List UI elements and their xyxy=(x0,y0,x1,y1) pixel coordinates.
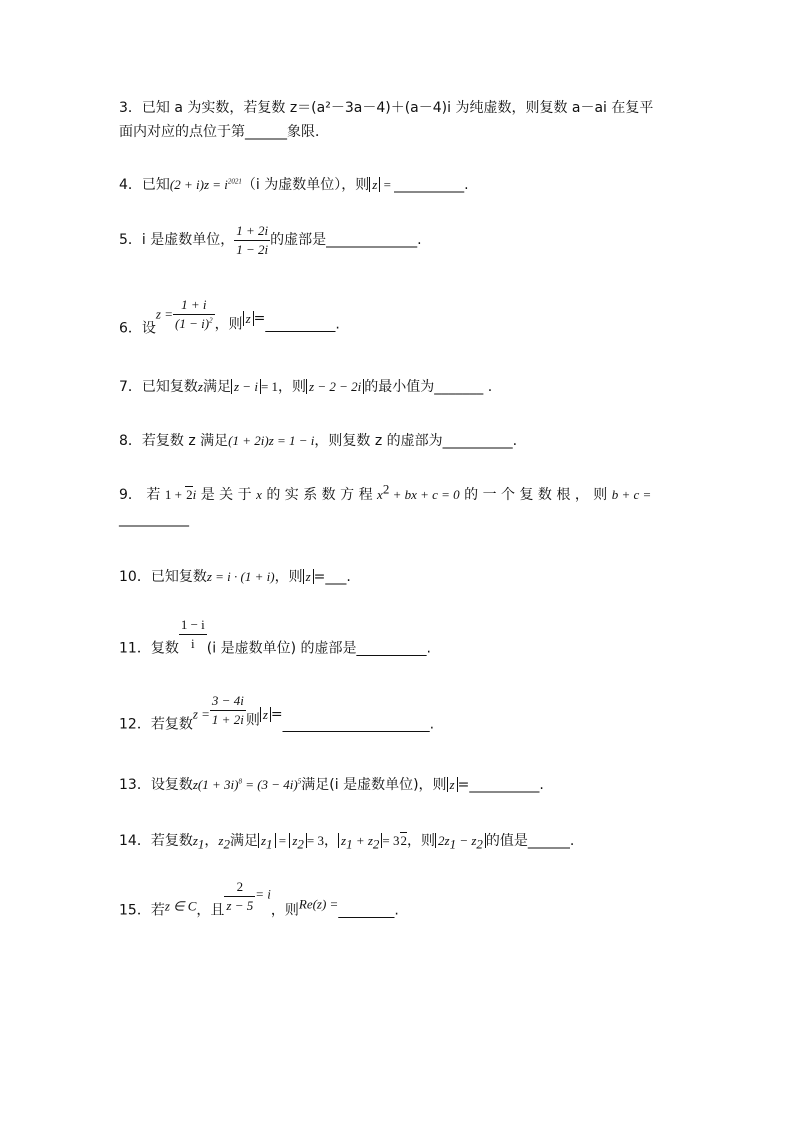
question-9 xyxy=(119,481,679,530)
denominator-base: (1 − i) xyxy=(175,316,210,331)
z: z xyxy=(341,833,347,848)
equals-sign: = xyxy=(253,310,266,327)
math-equation xyxy=(170,177,242,192)
question-text: 满足 xyxy=(229,833,258,849)
condition-value: = 1 xyxy=(260,379,279,394)
variable-z2 xyxy=(218,833,230,852)
question-12 xyxy=(119,692,679,736)
variable-z1 xyxy=(192,833,205,852)
question-text: 则 xyxy=(245,712,260,729)
modulus: z xyxy=(447,777,458,792)
equals-sign: = xyxy=(270,706,283,723)
subscript: 2 xyxy=(372,836,380,852)
fraction-denominator: z − 5 xyxy=(226,898,254,913)
question-15 xyxy=(119,878,679,922)
modulus: z xyxy=(243,311,254,326)
question-13 xyxy=(119,774,679,796)
answer-blank: __________. xyxy=(469,777,544,793)
question-4 xyxy=(119,174,679,196)
question-text: 6．设 xyxy=(119,320,156,337)
question-text: 已知 xyxy=(141,177,170,193)
fraction-numerator: 1 + i xyxy=(173,296,215,315)
lhs-base: z(1 + 3i) xyxy=(192,777,239,792)
question-text: 的最小值为_______ . xyxy=(364,379,493,395)
answer-blank: ________. xyxy=(338,902,399,919)
question-text: ，则 xyxy=(214,316,243,333)
fraction-denominator: 1 − 2i xyxy=(236,242,269,257)
condition: z ∈ C xyxy=(164,898,197,914)
separator: ， xyxy=(204,833,219,849)
answer-blank: __________. xyxy=(265,316,340,333)
question-text: ，则复数 z 的虚部为__________. xyxy=(314,433,518,449)
subscript: 1 xyxy=(266,836,273,852)
imag-unit: i xyxy=(192,487,197,502)
condition-modulus: z − i xyxy=(231,379,261,394)
fraction-denominator: 1 + 2i xyxy=(211,712,244,727)
fraction-numerator: 1 + 2i xyxy=(234,222,270,241)
question-text: ，且 xyxy=(196,902,225,919)
modulus: z xyxy=(369,177,380,192)
question-text: 5．i 是虚数单位， xyxy=(119,232,235,248)
modulus: z xyxy=(260,707,271,722)
variable: z xyxy=(197,379,203,394)
question-number: 4． xyxy=(119,177,142,193)
fraction-denominator: i xyxy=(190,636,195,651)
question-text: 14．若复数 xyxy=(119,833,193,849)
answer-blank: __________ xyxy=(119,511,189,527)
subscript: 2 xyxy=(223,836,230,852)
subscript: 2 xyxy=(476,836,483,852)
question-text: 是 关 于 xyxy=(196,487,257,503)
z: z xyxy=(292,833,298,848)
variable: x xyxy=(256,487,262,502)
z: z xyxy=(260,833,267,848)
separator: ， xyxy=(324,833,339,849)
equation-base: (2 + i)z = i xyxy=(169,177,228,192)
condition-value: = 3 xyxy=(306,833,325,848)
equals-sign: = xyxy=(457,777,470,793)
question-3-line-2: 面内对应的点位于第______象限． xyxy=(119,124,329,140)
subscript: 1 xyxy=(449,836,457,852)
sum-value: = 3 xyxy=(382,833,400,848)
question-text: ，则 xyxy=(278,379,307,395)
z: z xyxy=(218,833,224,848)
expression-modulus: z − 2 − 2i xyxy=(306,379,364,394)
expr-part: − z xyxy=(456,833,477,848)
exponent: 8 xyxy=(238,777,242,786)
question-text: （i 为虚数单位），则 xyxy=(241,177,370,193)
question-text: 满足(i 是虚数单位)，则 xyxy=(301,777,447,793)
question-text: 的值是______. xyxy=(485,833,575,849)
math-equation: z = i · (1 + i) xyxy=(206,569,275,584)
exponent: 5 xyxy=(297,777,302,786)
exponent: 2021 xyxy=(227,177,242,186)
question-14: 14．若复数$z_1$，$z_2$满足 $z_1 = z_2 = 3$， $z_1 + z_2 = 32$，则 $2z_1 - z_2$ 的值是______. xyxy=(119,833,575,852)
question-text: (i 是虚数单位) 的虚部是__________. xyxy=(206,640,431,657)
z: z xyxy=(192,833,198,848)
exponent: 2 xyxy=(209,316,213,325)
question-text: 12．若复数 xyxy=(119,716,193,733)
answer-blank: _____________________. xyxy=(282,716,435,733)
question-text: 10．已知复数 xyxy=(119,569,207,585)
modulus-sum: $z_1 + z_2$ xyxy=(338,833,382,848)
fraction-numerator: 3 − 4i xyxy=(210,692,246,711)
question-text: 的 实 系 数 方 程 xyxy=(261,487,378,503)
root-real: 1 + xyxy=(164,487,186,502)
question-text: 11．复数 xyxy=(119,640,179,657)
math-lhs xyxy=(193,777,301,792)
equation-x: x xyxy=(377,487,383,502)
equals-sign: = xyxy=(380,177,395,192)
z: z xyxy=(367,833,373,848)
subscript: 2 xyxy=(297,836,304,852)
fraction xyxy=(224,878,255,915)
ask-expression: b + c = xyxy=(611,487,652,502)
fraction-numerator: 1 − i xyxy=(179,616,207,635)
question-3 xyxy=(119,97,679,143)
question-8 xyxy=(119,430,679,452)
equation-rest: + bx + c = 0 xyxy=(389,487,460,502)
question-text: 满足 xyxy=(202,379,231,395)
question-text: ，则 xyxy=(270,902,299,919)
answer-blank: __________. xyxy=(394,177,469,193)
math-equation: (1 + 2i)z = 1 − i xyxy=(228,433,315,448)
fraction xyxy=(179,616,207,653)
question-6 xyxy=(119,296,679,340)
answer-blank: ___. xyxy=(325,569,351,585)
question-9-line-1: 9． 若 1 + 2i 是 关 于 x 的 实 系 数 方 程 $x^2$ + bx + c = 0 的 一 个 复 数 根 ， 则 b + c = xyxy=(119,481,652,503)
modulus-z2 xyxy=(289,833,307,852)
fraction xyxy=(173,296,215,333)
question-text: 的 一 个 复 数 根 ， 则 xyxy=(459,487,612,503)
fraction xyxy=(210,692,246,729)
question-text: ，则 xyxy=(407,833,436,849)
expr-part: 2z xyxy=(438,833,450,848)
math-lhs: z = xyxy=(155,306,174,322)
question-text: ，则 xyxy=(274,569,303,585)
math-lhs: z = xyxy=(192,706,210,722)
subscript: 1 xyxy=(197,836,205,852)
fraction-denominator xyxy=(173,315,215,333)
question-text: 13．设复数 xyxy=(119,777,193,793)
modulus: z xyxy=(303,569,314,584)
question-text: 8．若复数 z 满足 xyxy=(119,433,229,449)
question-11 xyxy=(119,616,679,660)
question-5 xyxy=(119,222,679,259)
sqrt-radicand: 2 xyxy=(186,487,193,502)
question-text: 9． 若 xyxy=(119,487,165,503)
fraction-numerator: 2 xyxy=(224,878,255,897)
question-7 xyxy=(119,376,679,398)
subscript: 1 xyxy=(346,836,353,852)
question-10 xyxy=(119,566,679,588)
question-text: 15．若 xyxy=(119,902,165,919)
question-3-line-1: 3．已知 a 为实数，若复数 z＝(a²－3a－4)＋(a－4)i 为纯虚数，则复数 a－ai 在复平 xyxy=(119,100,654,116)
question-text: 7．已知复数 xyxy=(119,379,198,395)
rhs-base: = (3 − 4i) xyxy=(241,777,298,792)
expression-modulus xyxy=(435,833,486,852)
sqrt-radicand: 2 xyxy=(400,833,408,848)
ask-expression: Re(z) = xyxy=(298,896,339,912)
equation-rhs: = i xyxy=(255,886,271,902)
question-text: 的虚部是_____________. xyxy=(270,232,422,248)
equals-sign: = xyxy=(313,569,326,585)
fraction xyxy=(234,222,270,259)
modulus-z1 xyxy=(258,833,276,852)
